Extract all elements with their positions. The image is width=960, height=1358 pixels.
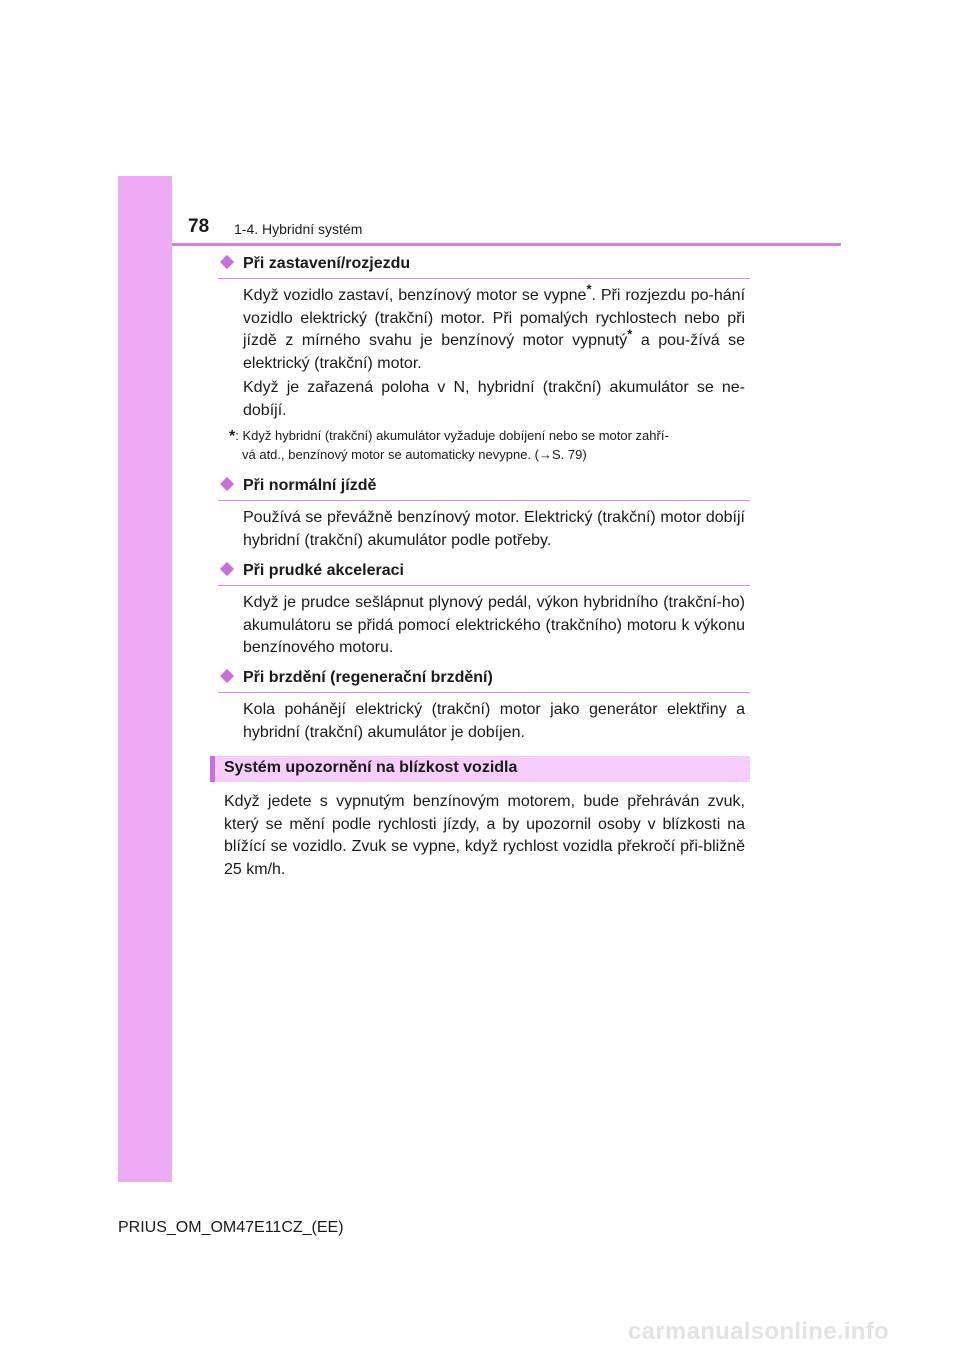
paragraph-acceleration: Když je prudce sešlápnut plynový pedál, výkon hybridního (trakční-ho) akumulátoru se přidá pomocí elektrického (trakčního) motoru k výkonu benzínového motoru.: [243, 594, 745, 657]
subheading-text: Při prudké akceleraci: [243, 562, 404, 579]
subheading-normal-driving: [218, 476, 750, 501]
document-code: PRIUS_OM_OM47E11CZ_(EE): [118, 1219, 344, 1236]
section-banner: [210, 756, 750, 782]
subheading-text: Při normální jízdě: [243, 477, 377, 494]
header-divider: [172, 243, 841, 246]
footnote-asterisk: *: [627, 327, 633, 343]
footnote-asterisk: *: [586, 281, 592, 297]
page-number: 78: [188, 216, 210, 237]
paragraph-stop-start-2: Když je zařazená poloha v N, hybridní (trakční) akumulátor se ne-dobíjí.: [243, 379, 745, 419]
watermark: carmanualsonline.info: [628, 1318, 890, 1345]
paragraph-braking: Kola pohánějí elektrický (trakční) motor jako generátor elektřiny a hybridní (trakční) akumulátor je dobíjen.: [243, 701, 745, 741]
subheading-text: Při zastavení/rozjezdu: [243, 255, 411, 272]
footnote-marker: *: [229, 428, 236, 445]
banner-title: Systém upozornění na blízkost vozidla: [224, 759, 518, 776]
side-tab-bar: [118, 176, 172, 1182]
subheading-text: Při brzdění (regenerační brzdění): [243, 669, 493, 686]
section-title: 1-4. Hybridní systém: [234, 221, 363, 237]
diamond-bullet-icon: [220, 669, 234, 683]
footnote-line-1: : Když hybridní (trakční) akumulátor vyžaduje dobíjení nebo se motor zahří-: [235, 428, 669, 443]
footnote: [229, 426, 749, 464]
diamond-bullet-icon: [220, 477, 234, 491]
subheading-stop-start: [218, 254, 750, 279]
subheading-acceleration: [218, 561, 750, 586]
paragraph-normal-driving: Používá se převážně benzínový motor. Elektrický (trakční) motor dobíjí hybridní (trakční) akumulátor podle potřeby.: [243, 509, 745, 549]
paragraph-stop-start-1: Když vozidlo zastaví, benzínový motor se vypne*. Při rozjezdu po-hání vozidlo elektrický (trakční) motor. Při pomalých rychlostech nebo při jízdě z mírného svahu je benzínový motor vypnutý* a pou-žívá se elektrický (trakční) motor.: [243, 281, 746, 373]
diamond-bullet-icon: [220, 255, 234, 269]
subheading-braking: [218, 668, 750, 693]
diamond-bullet-icon: [220, 562, 234, 576]
paragraph-proximity-warning: Když jedete s vypnutým benzínovým motorem, bude přehráván zvuk, který se mění podle rychlosti jízdy, a by upozornil osoby v blízkosti na blížící se vozidlo. Zvuk se vypne, když rychlost vozidla překročí při-bližně 25 km/h.: [224, 793, 745, 879]
footnote-line-2: vá atd., benzínový motor se automaticky nevypne. (→S. 79): [242, 447, 587, 462]
